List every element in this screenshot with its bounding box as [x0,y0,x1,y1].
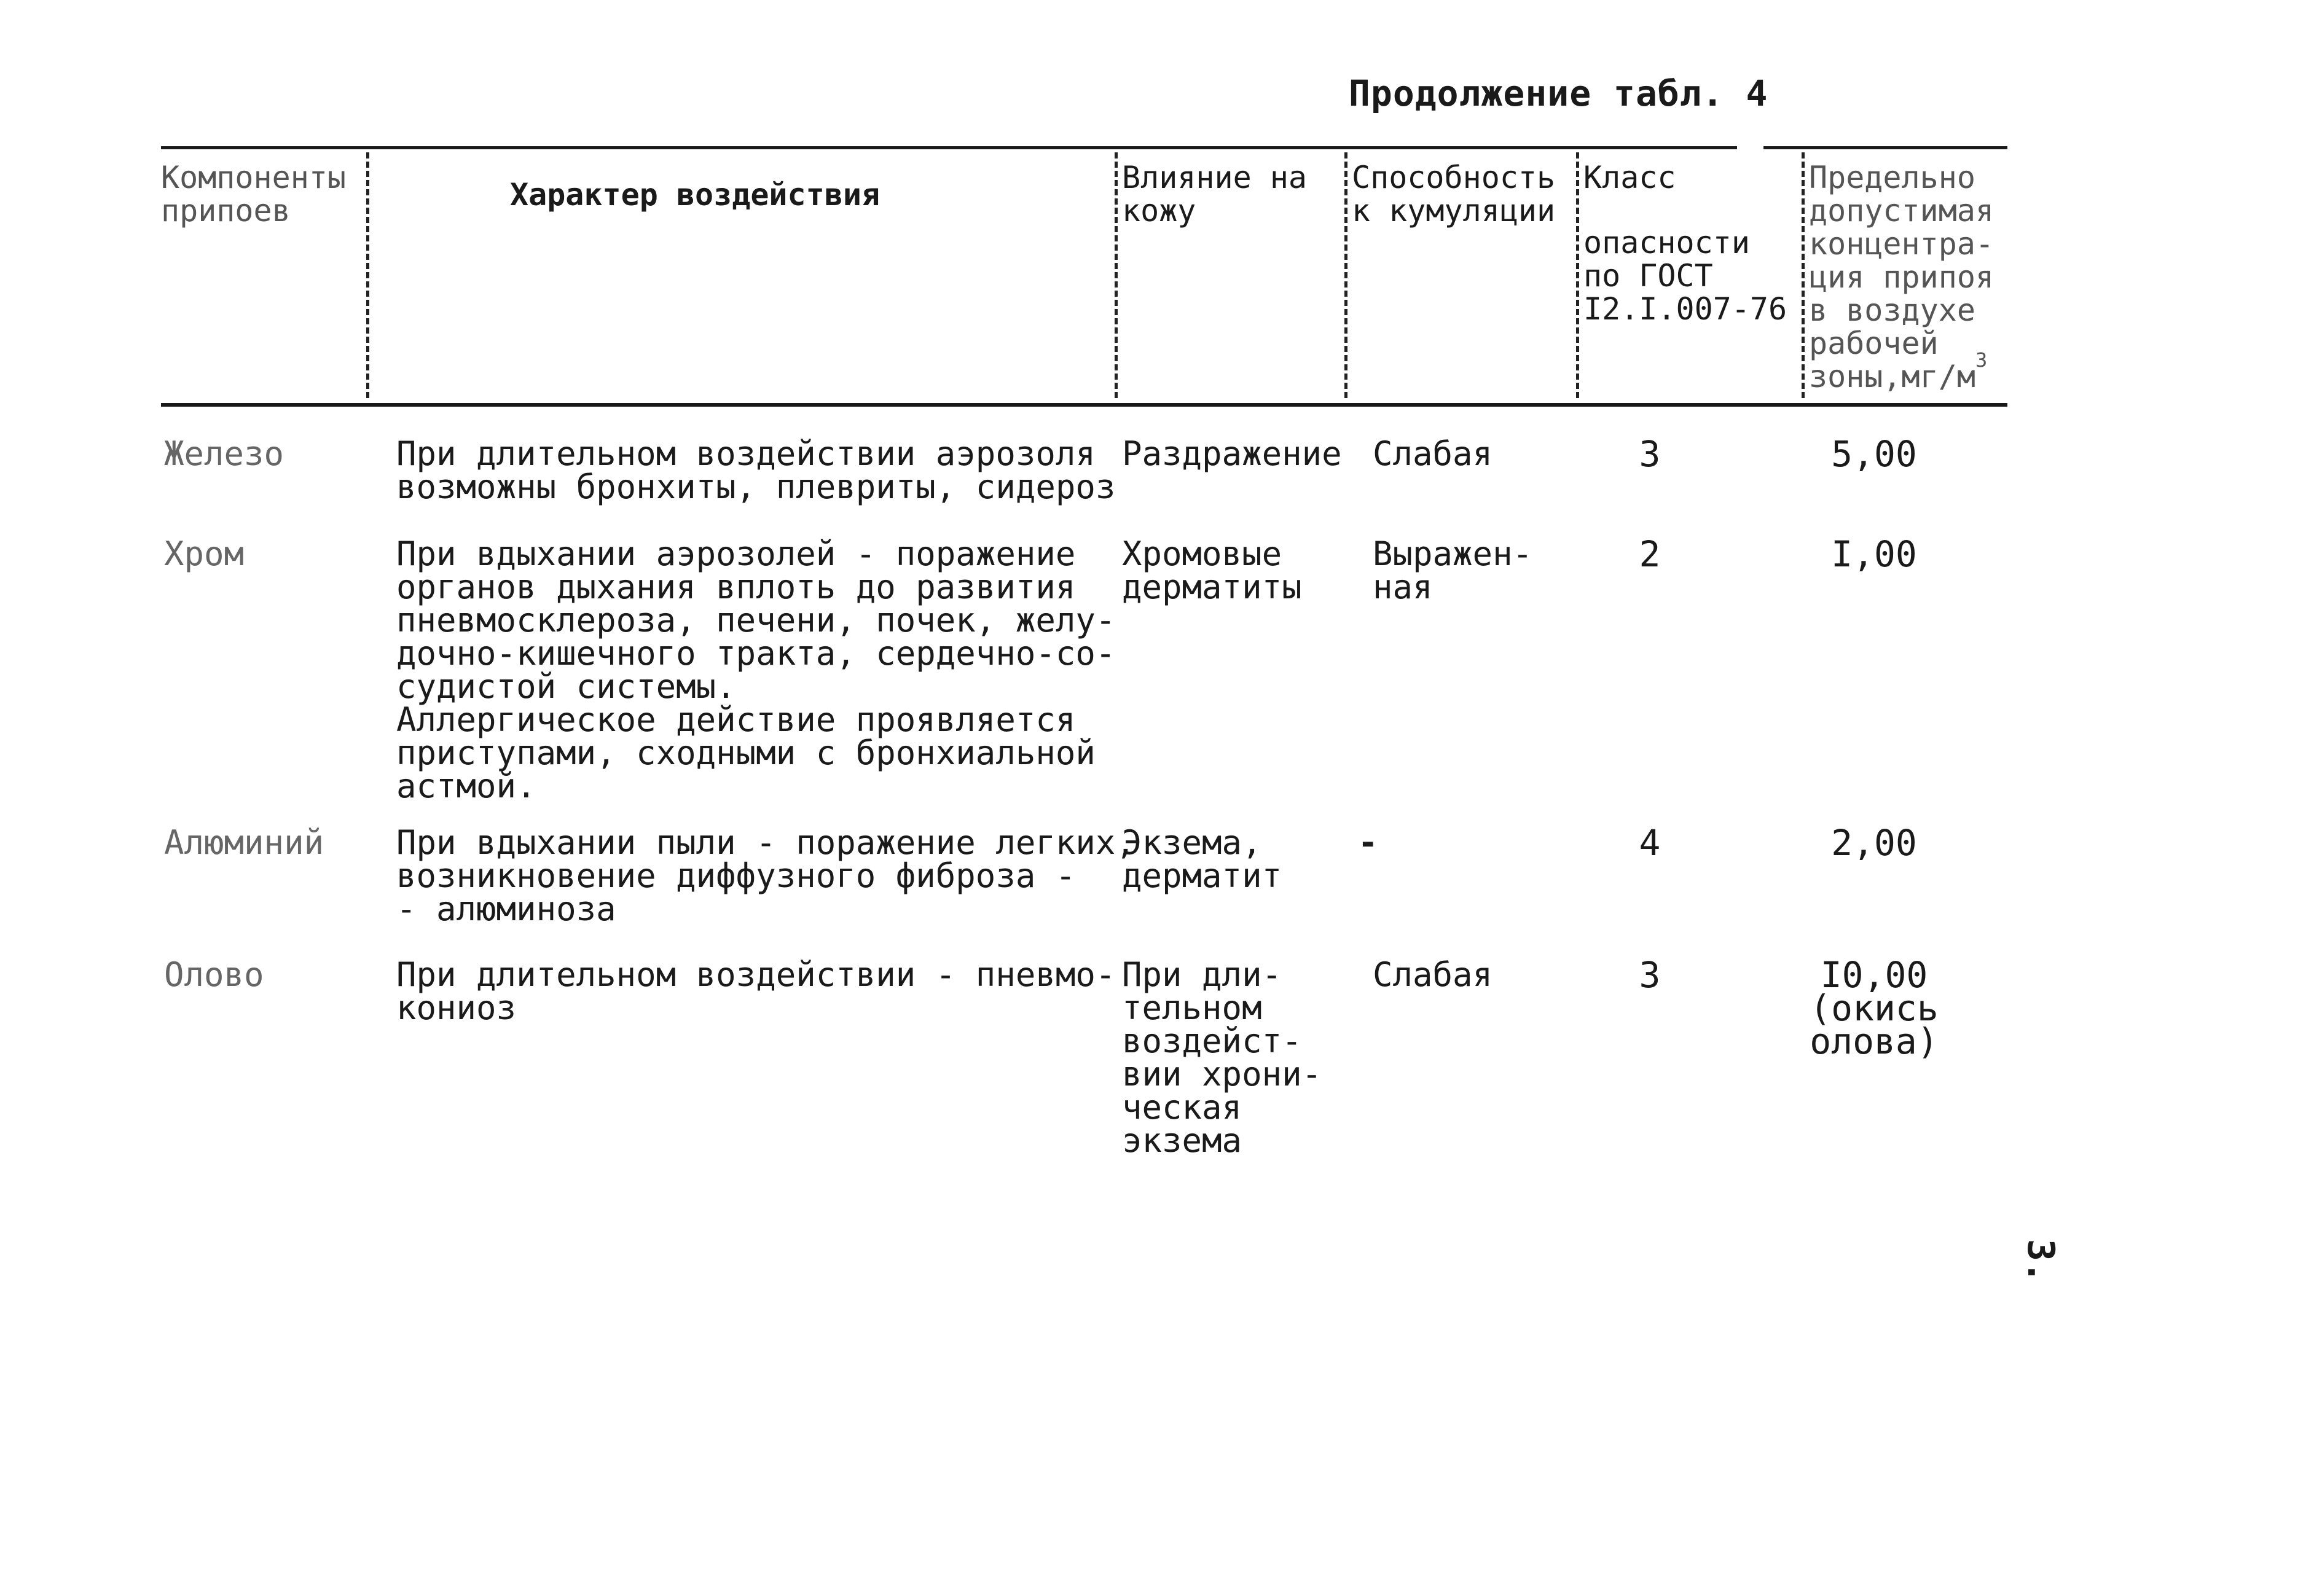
row-skin: Экзема, дерматит [1122,823,1282,895]
page-number: 3. [2019,1238,2063,1284]
row-cumulation: Слабая [1373,434,1493,473]
header-limit-sup: 3 [1975,348,1988,372]
row-limit: 2,00 [1831,822,1917,864]
row-cumulation: Слабая [1373,955,1493,994]
table-caption: Продолжение табл. 4 [1349,72,1768,114]
column-separator [1576,152,1579,398]
row-component: Хром [164,534,245,573]
row-limit: 5,00 [1831,433,1917,475]
row-component: Олово [164,955,264,994]
row-character: При длительном воздействии - пневмо- кониоз [396,955,1116,1027]
header-limit-text: Предельно допустимая концентра- ция припоя в воздухе рабочей зоны,мг/м [1809,160,1994,394]
row-limit: I,00 [1831,533,1917,575]
header-top-rule-right [1763,146,2007,149]
row-component: Алюминий [164,823,324,862]
row-character: При длительном воздействии аэрозоля возможны бронхиты, плевриты, сидероз [396,434,1116,506]
header-class-gost: опасности по ГОСТ I2.I.007-76 [1583,225,1787,327]
header-limit [1809,161,1994,393]
row-component: Железо [164,434,284,473]
row-class: 3 [1639,954,1661,996]
row-character: При вдыхании пыли - поражение легких, возникновение диффузного фиброза - - алюминоза [396,823,1136,928]
header-character: Характер воздействия [510,177,881,213]
row-skin: Раздражение [1122,434,1342,473]
header-top-rule [161,146,1737,149]
row-character: При вдыхании аэрозолей - поражение органов дыхания вплоть до развития пневмосклероза, печени, почек, желу- дочно-кишечного тракта, сердечно-со- судистой системы. Аллергическое действие проявляется приступами, сходными с бронхиальной астмой. [396,534,1116,805]
header-cumulation: Способность к кумуляции [1352,160,1556,229]
row-skin: При дли- тельном воздейст- вии хрони- ческая экзема [1122,955,1322,1160]
header-bottom-rule [161,403,2007,407]
header-components: Компоненты припоев [161,160,347,229]
row-cumulation: - [1358,823,1378,862]
row-cumulation: Выражен- ная [1373,534,1533,606]
row-class: 4 [1639,822,1661,864]
column-separator [1344,152,1347,398]
row-skin: Хромовые дерматиты [1122,534,1302,606]
column-separator [1802,152,1805,398]
header-skin: Влияние на кожу [1122,160,1308,229]
column-separator [1115,152,1118,398]
header-class-title: Класс [1583,160,1676,195]
column-separator [366,152,369,398]
row-class: 2 [1639,533,1661,575]
row-class: 3 [1639,433,1661,475]
row-limit: I0,00 (окись олова) [1810,954,1939,1062]
